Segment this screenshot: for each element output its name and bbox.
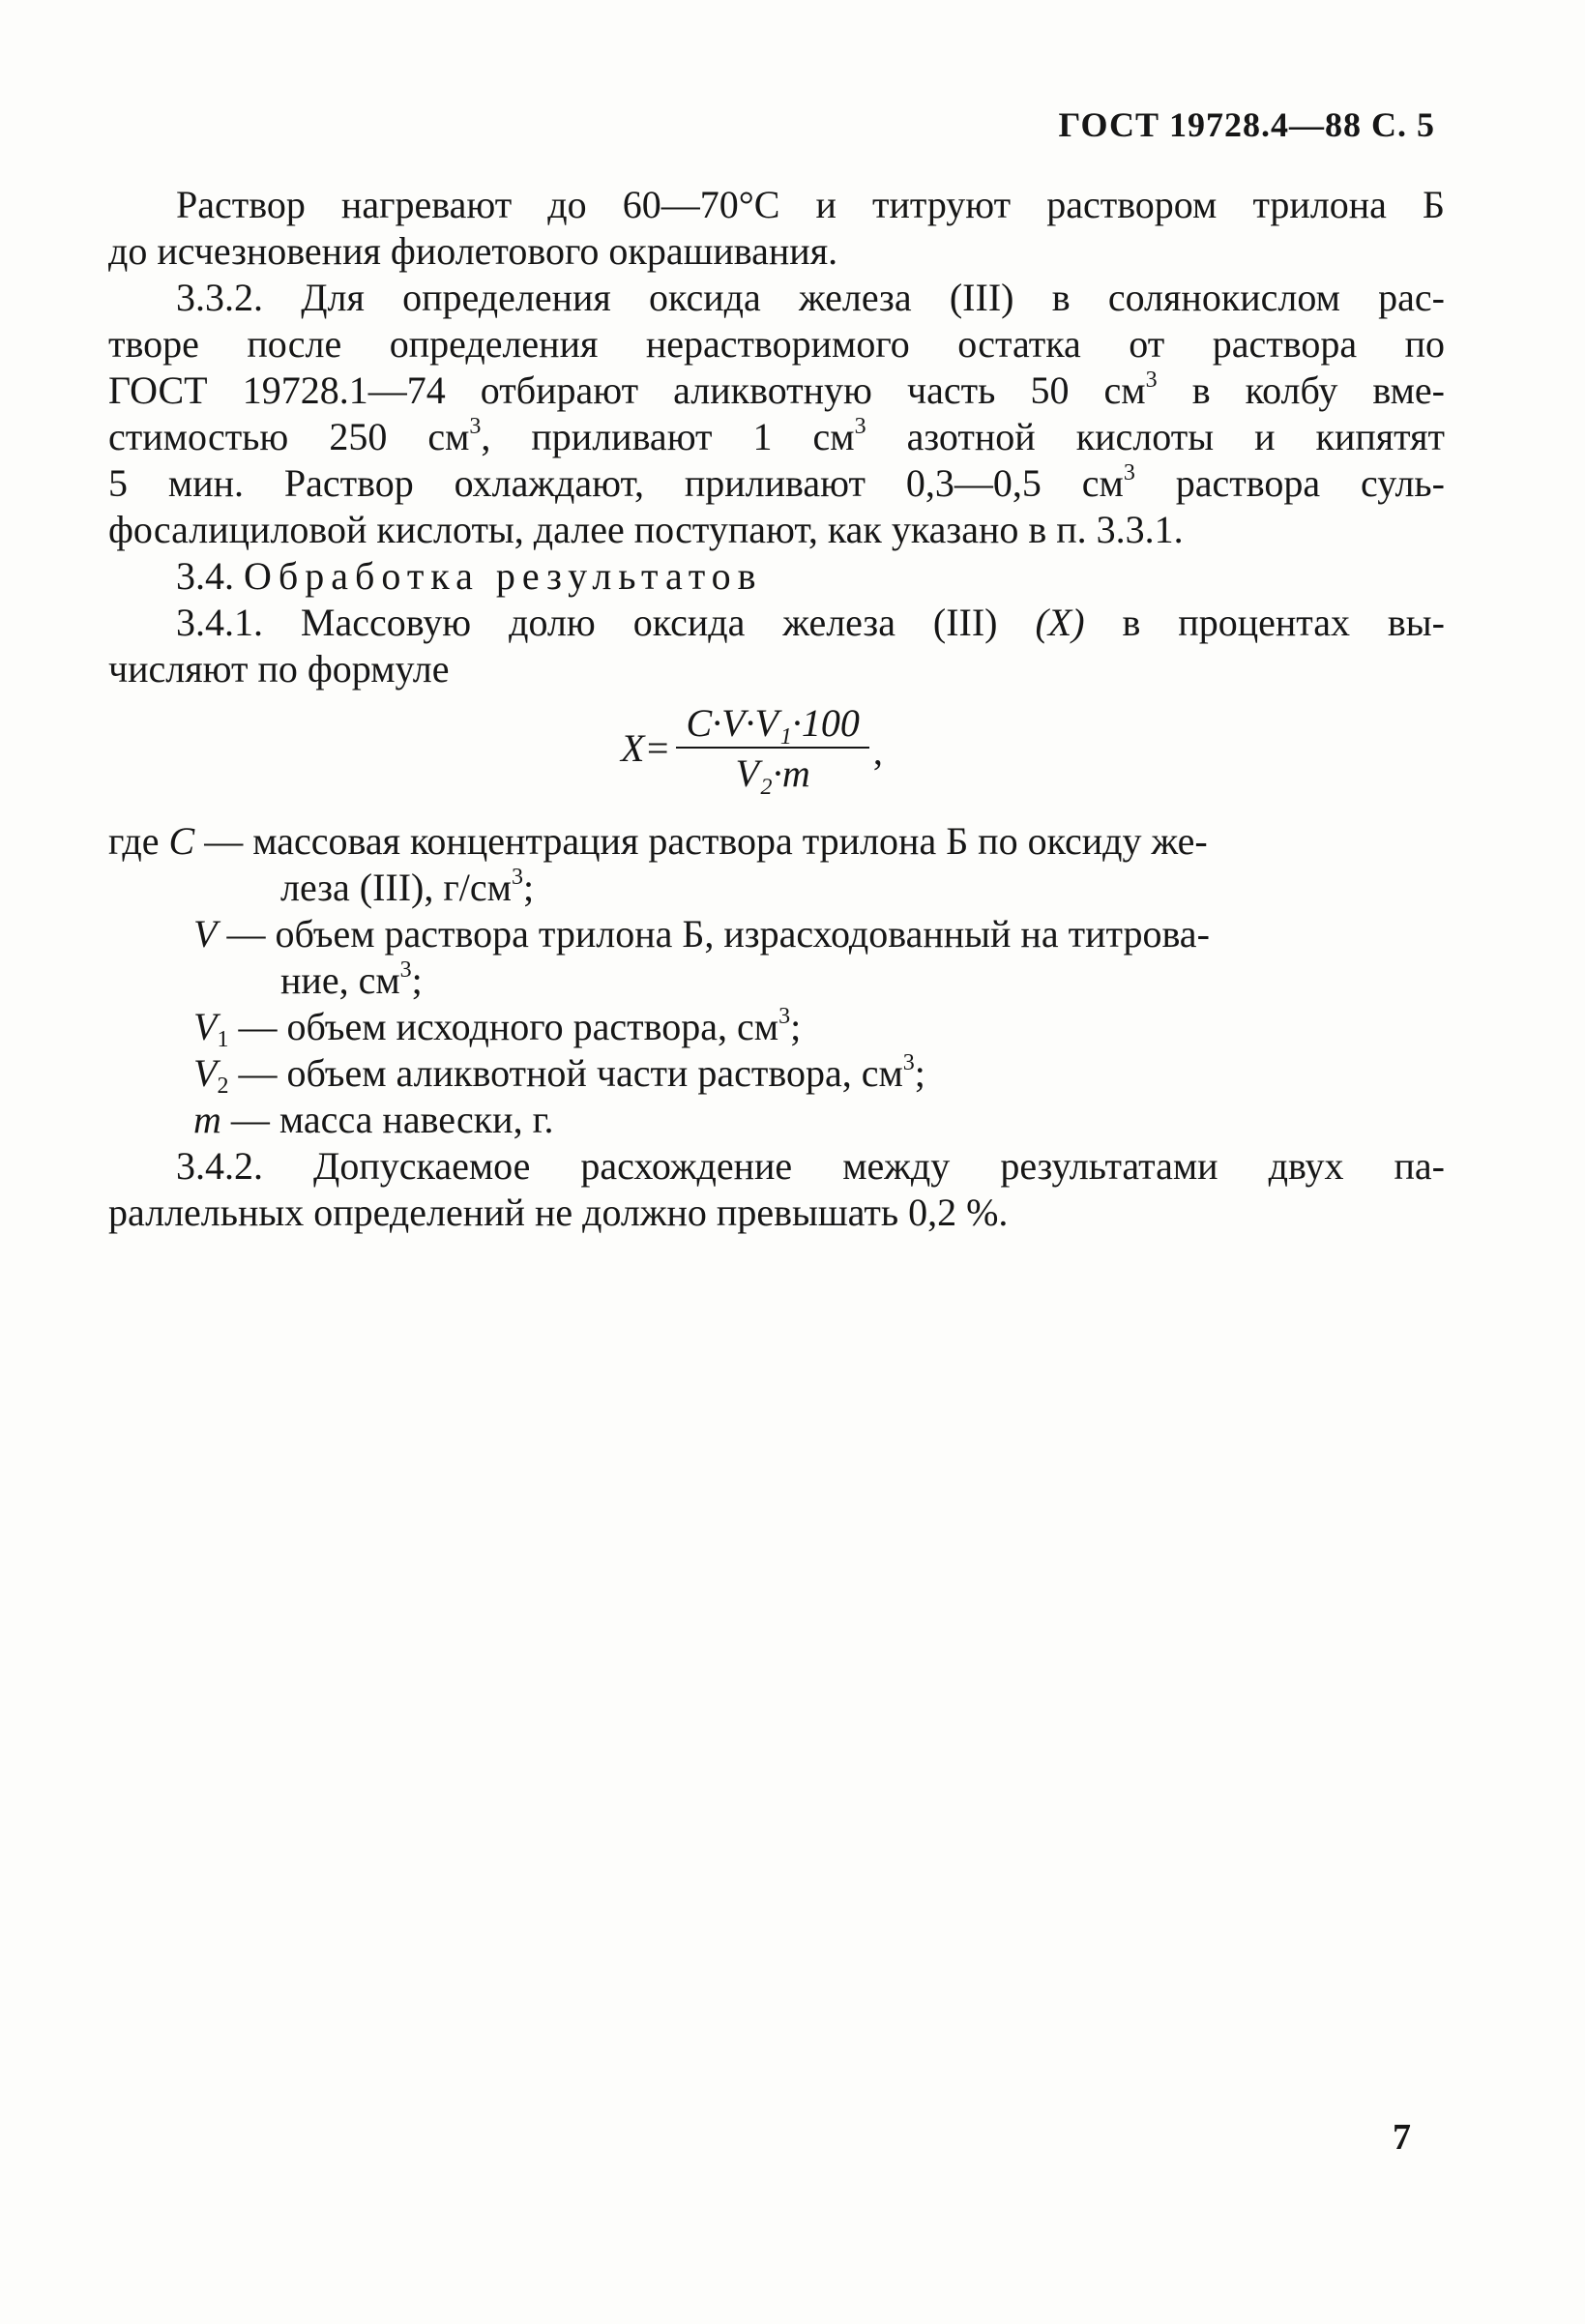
- text-line: до исчезновения фиолетового окрашивания.: [108, 229, 838, 273]
- text-line: творе после определения нерастворимого остатка от раствора по: [108, 322, 1445, 366]
- formula-block: [108, 696, 1445, 818]
- page-header: ГОСТ 19728.4—88 С. 5: [1058, 105, 1435, 144]
- text-line: 3.3.2. Для определения оксида железа (III) в солянокислом рас-: [176, 276, 1445, 319]
- formula-fraction: [676, 702, 868, 795]
- section-heading: 3.4. Обработка результатов: [176, 554, 763, 598]
- text-line: стимостью 250 $см^3$, приливают 1 $см^3$ азотной кислоты и кипятят: [108, 414, 1445, 458]
- formula-denominator: V₂·m: [735, 751, 810, 795]
- text-line: 3.4.1. Массовую долю оксида железа (III) (X) в процентах вы-: [176, 601, 1446, 644]
- definition-v-cont: ние, $см^3$;: [280, 957, 423, 1002]
- definition-v1: $V_1$ — объем исходного раствора, $см^3$;: [193, 1004, 802, 1053]
- formula-comma: ,: [872, 729, 883, 773]
- body-text: [108, 182, 1445, 1236]
- formula-lhs: X=: [621, 726, 671, 770]
- text-line: раллельных определений не должно превышать 0,2 %.: [108, 1191, 1009, 1234]
- definition-v: V — объем раствора трилона Б, израсходованный на титрова-: [193, 912, 1210, 956]
- definition-v2: $V_2$ — объем аликвотной части раствора, $см^3$;: [193, 1050, 925, 1100]
- formula: [621, 702, 883, 795]
- text-line: числяют по формуле: [108, 647, 450, 691]
- definition-c-cont: леза (III), $г/см^3$;: [280, 865, 535, 909]
- text-line: 5 мин. Раствор охлаждают, приливают 0,3—0,5 $см^3$ раствора суль-: [108, 460, 1445, 505]
- definition-c: где C — массовая концентрация раствора трилона Б по оксиду же-: [108, 819, 1208, 863]
- formula-numerator: C·V·V₁·100: [676, 702, 868, 749]
- text-line: Раствор нагревают до 60—70°С и титруют раствором трилона Б: [176, 183, 1445, 226]
- text-line: 3.4.2. Допускаемое расхождение между результатами двух па-: [176, 1144, 1445, 1188]
- definition-m: m — масса навески, г.: [193, 1098, 554, 1141]
- page-number: 7: [1393, 2117, 1411, 2158]
- text-line: фосалициловой кислоты, далее поступают, как указано в п. 3.3.1.: [108, 508, 1184, 551]
- text-line: ГОСТ 19728.1—74 отбирают аликвотную часть 50 $см^3$ в колбу вме-: [108, 368, 1446, 412]
